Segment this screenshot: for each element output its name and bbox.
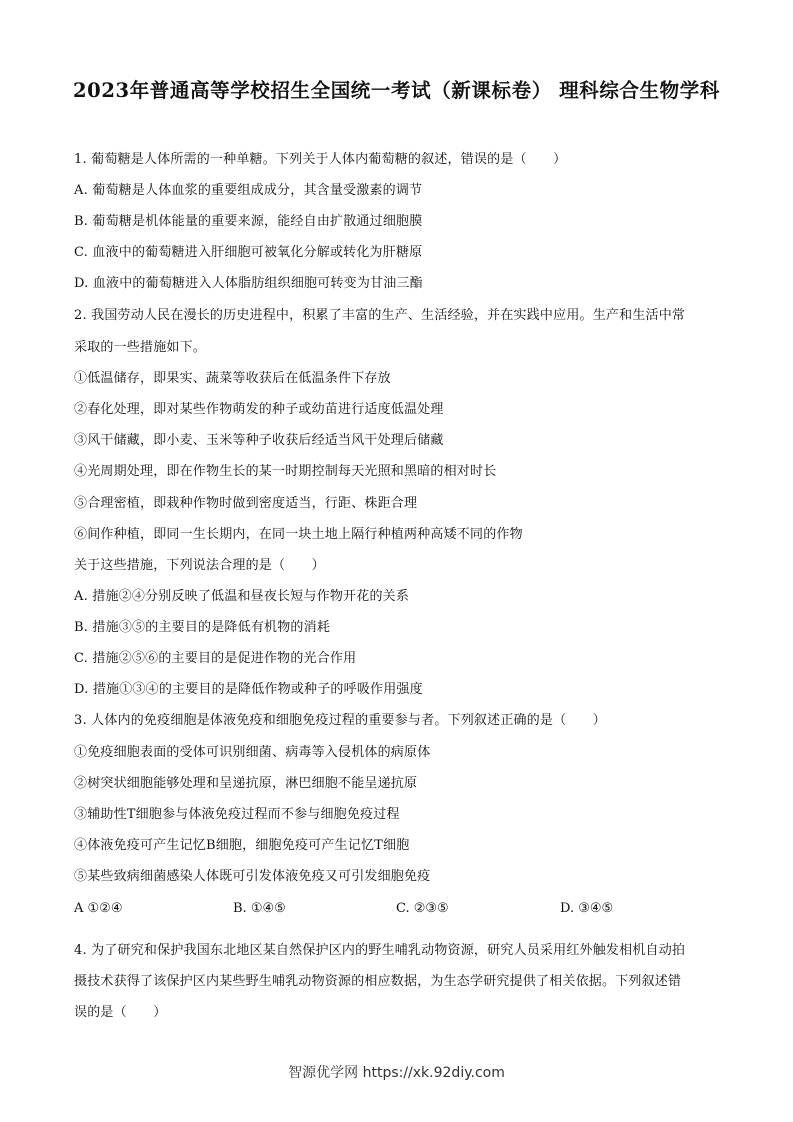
question-1-option-a: A. 葡萄糖是人体血浆的重要组成成分，其含量受激素的调节 bbox=[74, 183, 423, 198]
question-2-item-4: ④光周期处理，即在作物生长的某一时期控制每天光照和黑暗的相对时长 bbox=[74, 464, 497, 479]
question-4-stem-line-1: 4. 为了研究和保护我国东北地区某自然保护区内的野生哺乳动物资源，研究人员采用红外触发相机自动拍 bbox=[74, 943, 686, 958]
question-3-item-1: ①免疫细胞表面的受体可识别细菌、病毒等入侵机体的病原体 bbox=[74, 745, 431, 760]
question-2-option-c: C. 措施②⑤⑥的主要目的是促进作物的光合作用 bbox=[74, 651, 357, 666]
question-2-option-a: A. 措施②④分别反映了低温和昼夜长短与作物开花的关系 bbox=[74, 589, 410, 604]
question-3-option-a: A ①②④ bbox=[74, 901, 123, 916]
question-3-item-3: ③辅助性T细胞参与体液免疫过程而不参与细胞免疫过程 bbox=[74, 807, 400, 822]
question-3-option-b: B. ①④⑤ bbox=[233, 901, 286, 916]
question-2-stem-line-2: 采取的一些措施如下。 bbox=[74, 340, 207, 355]
question-2-item-5: ⑤合理密植，即栽种作物时做到密度适当，行距、株距合理 bbox=[74, 496, 418, 511]
question-3-option-d: D. ③④⑤ bbox=[560, 901, 614, 916]
question-2-item-6: ⑥间作种植，即同一生长期内，在同一块土地上隔行种植两种高矮不同的作物 bbox=[74, 527, 523, 542]
page-title: 2023年普通高等学校招生全国统一考试（新课标卷） 理科综合生物学科 bbox=[73, 79, 720, 102]
question-3-item-2: ②树突状细胞能够处理和呈递抗原，淋巴细胞不能呈递抗原 bbox=[74, 776, 418, 791]
question-3-option-c: C. ②③⑤ bbox=[396, 901, 449, 916]
question-1-option-b: B. 葡萄糖是机体能量的重要来源，能经自由扩散通过细胞膜 bbox=[74, 214, 423, 229]
question-2-option-d: D. 措施①③④的主要目的是降低作物或种子的呼吸作用强度 bbox=[74, 682, 423, 697]
question-2-question: 关于这些措施，下列说法合理的是（ ） bbox=[74, 558, 325, 573]
question-3-item-4: ④体液免疫可产生记忆B细胞，细胞免疫可产生记忆T细胞 bbox=[74, 838, 410, 853]
question-4-stem-line-3: 误的是（ ） bbox=[74, 1005, 167, 1020]
question-2-stem-line-1: 2. 我国劳动人民在漫长的历史进程中，积累了丰富的生产、生活经验，并在实践中应用。生产和生活中常 bbox=[74, 308, 686, 323]
question-3-item-5: ⑤某些致病细菌感染人体既可引发体液免疫又可引发细胞免疫 bbox=[74, 869, 431, 884]
question-2-item-3: ③风干储藏，即小麦、玉米等种子收获后经适当风干处理后储藏 bbox=[74, 433, 444, 448]
footer-watermark: 智源优学网 https://xk.92diy.com bbox=[288, 1065, 505, 1081]
question-1-option-c: C. 血液中的葡萄糖进入肝细胞可被氧化分解或转化为肝糖原 bbox=[74, 245, 423, 260]
question-1-stem: 1. 葡萄糖是人体所需的一种单糖。下列关于人体内葡萄糖的叙述，错误的是（ ） bbox=[74, 152, 567, 167]
question-2-item-1: ①低温储存，即果实、蔬菜等收获后在低温条件下存放 bbox=[74, 371, 391, 386]
question-4-stem-line-2: 摄技术获得了该保护区内某些野生哺乳动物资源的相应数据，为生态学研究提供了相关依据。下列叙述错 bbox=[74, 974, 682, 989]
question-2-item-2: ②春化处理，即对某些作物萌发的种子或幼苗进行适度低温处理 bbox=[74, 402, 444, 417]
question-3-stem: 3. 人体内的免疫细胞是体液免疫和细胞免疫过程的重要参与者。下列叙述正确的是（ ） bbox=[74, 713, 606, 728]
question-1-option-d: D. 血液中的葡萄糖进入人体脂肪组织细胞可转变为甘油三酯 bbox=[74, 276, 423, 291]
question-2-option-b: B. 措施③⑤的主要目的是降低有机物的消耗 bbox=[74, 620, 331, 635]
